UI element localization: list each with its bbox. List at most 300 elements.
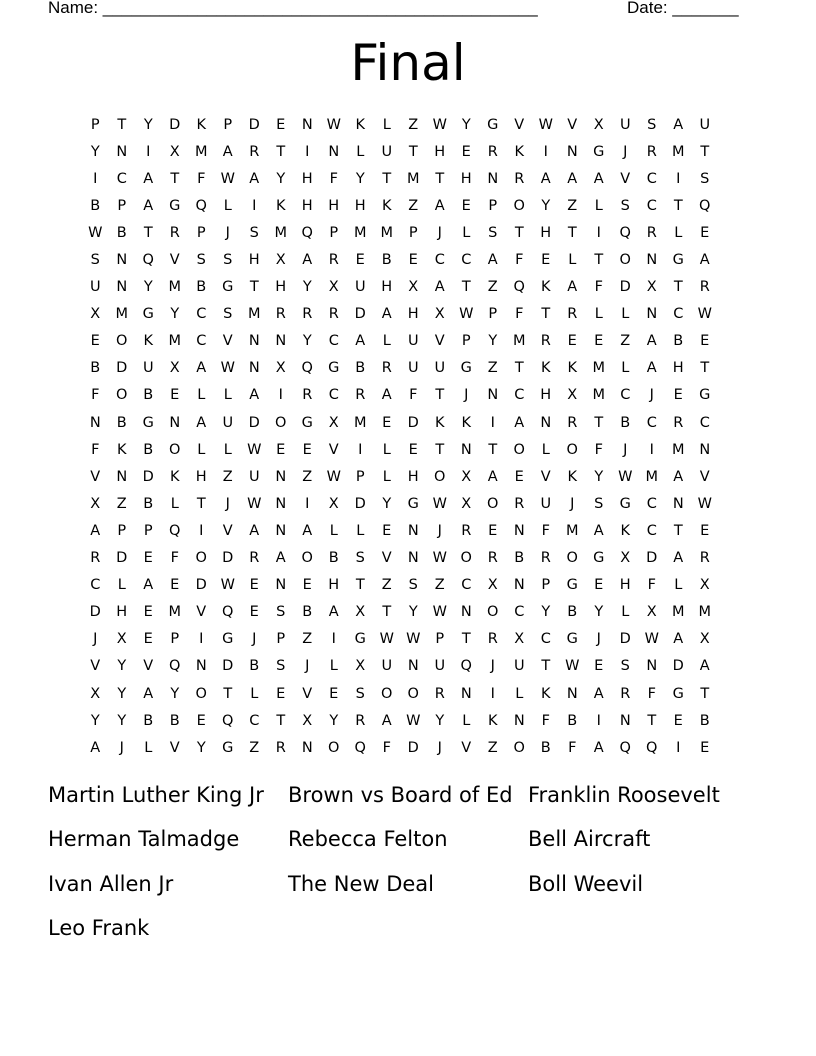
grid-letter: T (541, 306, 551, 323)
grid-letter: D (248, 414, 260, 431)
grid-letter: X (620, 550, 631, 567)
grid-letter: R (514, 170, 525, 187)
grid-letter: K (461, 414, 471, 431)
grid-letter: H (116, 604, 128, 621)
grid-letter: W (406, 631, 421, 648)
grid-letter: B (116, 414, 127, 431)
grid-letter: E (143, 604, 153, 621)
grid-letter: V (169, 739, 180, 756)
grid-letter: D (354, 306, 366, 323)
grid-letter: N (407, 658, 419, 675)
grid-letter: E (196, 712, 206, 729)
grid-letter: U (699, 116, 711, 133)
grid-letter: O (434, 468, 446, 485)
grid-letter: G (222, 279, 234, 296)
grid-letter: M (168, 279, 181, 296)
grid-letter: X (302, 712, 313, 729)
grid-letter: R (328, 306, 339, 323)
grid-letter: K (169, 468, 180, 485)
word-list-item: The New Deal (288, 871, 435, 896)
grid-letter: M (380, 224, 393, 241)
grid-letter: U (434, 360, 446, 377)
grid-letter: T (435, 441, 445, 458)
grid-letter: L (382, 333, 391, 350)
grid-letter: C (646, 170, 657, 187)
grid-letter: A (381, 387, 392, 404)
grid-letter: T (647, 712, 657, 729)
grid-letter: L (382, 441, 391, 458)
grid-letter: I (199, 522, 204, 539)
grid-letter: J (570, 495, 575, 512)
grid-letter: O (195, 685, 207, 702)
grid-letter: E (302, 441, 312, 458)
grid-letter: P (223, 116, 233, 133)
grid-letter: D (354, 495, 366, 512)
grid-letter: J (225, 224, 230, 241)
grid-letter: N (513, 522, 525, 539)
grid-letter: B (143, 712, 154, 729)
grid-letter: H (328, 577, 340, 594)
grid-letter: R (620, 685, 631, 702)
grid-letter: N (169, 414, 181, 431)
grid-letter: S (620, 658, 630, 675)
grid-letter: X (461, 495, 472, 512)
grid-letter: A (196, 360, 207, 377)
grid-letter: T (514, 224, 524, 241)
grid-letter: I (596, 224, 601, 241)
grid-letter: A (249, 387, 260, 404)
grid-letter: I (331, 631, 336, 648)
grid-letter: N (646, 306, 658, 323)
grid-letter: G (672, 685, 684, 702)
grid-letter: A (381, 306, 392, 323)
date-field: Date: _______ (627, 0, 739, 17)
grid-letter: J (437, 224, 442, 241)
grid-letter: B (169, 712, 180, 729)
grid-letter: S (276, 604, 286, 621)
grid-letter: G (487, 116, 499, 133)
grid-letter: V (461, 739, 472, 756)
grid-letter: I (596, 712, 601, 729)
grid-letter: L (515, 685, 524, 702)
grid-letter: R (487, 143, 498, 160)
grid-letter: W (247, 495, 262, 512)
grid-letter: C (461, 577, 472, 594)
grid-letter: B (116, 224, 127, 241)
grid-letter: A (673, 550, 684, 567)
grid-letter: S (223, 306, 233, 323)
grid-letter: Y (170, 685, 180, 702)
grid-letter: T (700, 143, 710, 160)
grid-letter: N (195, 658, 207, 675)
grid-letter: C (540, 631, 551, 648)
grid-letter: W (697, 306, 712, 323)
grid-letter: T (673, 279, 683, 296)
grid-letter: L (594, 197, 603, 214)
word-list-item: Franklin Roosevelt (528, 783, 720, 807)
grid-letter: N (248, 360, 260, 377)
grid-letter: B (381, 252, 392, 269)
grid-letter: L (462, 224, 471, 241)
grid-letter: U (142, 360, 154, 377)
grid-letter: H (248, 252, 260, 269)
grid-letter: X (355, 604, 366, 621)
grid-letter: E (170, 577, 180, 594)
grid-letter: N (646, 252, 658, 269)
grid-letter: Q (169, 658, 181, 675)
grid-letter: Y (117, 685, 127, 702)
grid-letter: R (514, 495, 525, 512)
grid-letter: K (275, 197, 286, 214)
grid-letter: A (381, 712, 392, 729)
grid-letter: E (567, 333, 577, 350)
grid-letter: K (540, 279, 551, 296)
grid-letter: Q (142, 252, 154, 269)
grid-letter: H (540, 224, 552, 241)
grid-letter: R (540, 333, 551, 350)
grid-letter: L (117, 577, 126, 594)
grid-letter: T (435, 170, 445, 187)
grid-letter: C (646, 414, 657, 431)
grid-letter: E (143, 631, 153, 648)
grid-letter: C (514, 604, 525, 621)
grid-letter: H (354, 197, 366, 214)
grid-letter: H (619, 577, 631, 594)
word-list-item: Bell Aircraft (528, 827, 651, 852)
grid-letter: A (673, 468, 684, 485)
letter-grid (82, 111, 718, 761)
grid-letter: Z (620, 333, 631, 350)
grid-letter: G (328, 360, 340, 377)
grid-letter: K (434, 414, 445, 431)
grid-letter: T (461, 631, 471, 648)
grid-letter: R (249, 550, 260, 567)
grid-letter: S (355, 550, 365, 567)
grid-letter: J (252, 631, 257, 648)
grid-letter: A (249, 170, 260, 187)
grid-letter: L (144, 739, 153, 756)
grid-letter: E (249, 604, 259, 621)
grid-letter: T (408, 143, 418, 160)
grid-letter: M (353, 414, 367, 431)
grid-letter: T (435, 387, 445, 404)
grid-letter: Y (594, 468, 604, 485)
grid-letter: T (223, 685, 233, 702)
grid-letter: W (432, 116, 447, 133)
grid-letter: T (382, 170, 392, 187)
grid-letter: I (676, 739, 681, 756)
grid-letter: A (249, 522, 260, 539)
grid-letter: M (565, 522, 579, 539)
grid-letter: B (249, 658, 260, 675)
grid-letter: I (649, 441, 654, 458)
grid-letter: T (594, 252, 604, 269)
grid-letter: R (381, 360, 392, 377)
grid-letter: C (90, 577, 101, 594)
grid-letter: E (355, 252, 365, 269)
grid-letter: I (490, 685, 495, 702)
grid-letter: N (487, 170, 499, 187)
grid-letter: D (407, 739, 419, 756)
grid-letter: Q (301, 360, 313, 377)
grid-letter: F (515, 252, 524, 269)
grid-letter: Z (381, 577, 392, 594)
grid-letter: W (406, 712, 421, 729)
grid-letter: B (567, 712, 578, 729)
grid-letter: V (434, 333, 445, 350)
grid-letter: V (302, 685, 313, 702)
grid-letter: Q (222, 712, 234, 729)
grid-letter: U (434, 658, 446, 675)
grid-letter: E (408, 441, 418, 458)
grid-letter: G (407, 495, 419, 512)
grid-letter: E (700, 739, 710, 756)
grid-letter: I (278, 387, 283, 404)
grid-letter: G (593, 550, 605, 567)
grid-letter: A (567, 279, 578, 296)
grid-letter: X (434, 306, 445, 323)
grid-letter: E (329, 685, 339, 702)
grid-letter: N (275, 333, 287, 350)
grid-letter: U (513, 658, 525, 675)
grid-letter: L (223, 441, 232, 458)
grid-letter: P (329, 224, 339, 241)
grid-letter: N (275, 522, 287, 539)
grid-letter: K (540, 685, 551, 702)
grid-letter: L (674, 577, 683, 594)
grid-letter: E (143, 550, 153, 567)
grid-letter: N (301, 739, 313, 756)
grid-letter: X (699, 631, 710, 648)
grid-letter: N (275, 468, 287, 485)
grid-letter: N (275, 495, 287, 512)
grid-letter: V (699, 468, 710, 485)
grid-letter: N (116, 252, 128, 269)
grid-letter: A (222, 143, 233, 160)
grid-letter: S (488, 224, 498, 241)
word-list-item: Rebecca Felton (288, 827, 448, 852)
grid-letter: V (222, 522, 233, 539)
grid-letter: Y (541, 604, 551, 621)
name-field: Name: ______________________________________________ (48, 0, 538, 17)
grid-letter: S (276, 658, 286, 675)
grid-letter: E (594, 333, 604, 350)
grid-letter: X (699, 577, 710, 594)
grid-letter: B (620, 414, 631, 431)
grid-letter: J (225, 495, 230, 512)
grid-letter: A (646, 360, 657, 377)
grid-letter: R (328, 252, 339, 269)
grid-letter: S (90, 252, 100, 269)
grid-letter: A (673, 116, 684, 133)
grid-letter: V (222, 333, 233, 350)
grid-letter: W (697, 495, 712, 512)
grid-letter: W (88, 224, 103, 241)
grid-letter: F (541, 712, 550, 729)
grid-letter: Y (276, 170, 286, 187)
grid-letter: N (699, 441, 711, 458)
grid-letter: T (567, 224, 577, 241)
word-list-item: Herman Talmadge (48, 827, 240, 852)
grid-letter: B (514, 550, 525, 567)
grid-letter: Q (460, 658, 472, 675)
grid-letter: Y (408, 604, 418, 621)
grid-letter: Y (355, 170, 365, 187)
grid-letter: L (329, 658, 338, 675)
grid-letter: F (329, 170, 338, 187)
grid-letter: F (197, 170, 206, 187)
grid-letter: U (619, 116, 631, 133)
grid-letter: V (540, 468, 551, 485)
grid-letter: E (488, 522, 498, 539)
grid-letter: H (301, 170, 313, 187)
grid-letter: E (594, 577, 604, 594)
grid-letter: O (301, 550, 313, 567)
grid-letter: A (673, 631, 684, 648)
grid-letter: N (566, 143, 578, 160)
grid-letter: F (515, 306, 524, 323)
grid-letter: K (381, 197, 392, 214)
grid-letter: M (406, 170, 420, 187)
grid-letter: I (146, 143, 151, 160)
grid-letter: A (302, 522, 313, 539)
grid-letter: W (644, 631, 659, 648)
grid-letter: P (143, 522, 153, 539)
grid-letter: F (382, 739, 391, 756)
grid-letter: G (566, 631, 578, 648)
grid-letter: V (381, 550, 392, 567)
grid-letter: N (566, 685, 578, 702)
grid-letter: W (618, 468, 633, 485)
grid-letter: M (274, 224, 287, 241)
grid-letter: I (543, 143, 548, 160)
grid-letter: N (619, 712, 631, 729)
grid-letter: A (328, 604, 339, 621)
grid-letter: A (90, 739, 101, 756)
grid-letter: H (195, 468, 207, 485)
grid-letter: R (302, 306, 313, 323)
grid-letter: F (541, 522, 550, 539)
grid-letter: R (567, 306, 578, 323)
grid-letter: C (328, 387, 339, 404)
grid-letter: G (142, 414, 154, 431)
grid-letter: O (513, 441, 525, 458)
grid-letter: F (594, 279, 603, 296)
grid-letter: Q (619, 224, 631, 241)
grid-letter: J (490, 658, 495, 675)
grid-letter: F (647, 685, 656, 702)
grid-letter: X (328, 414, 339, 431)
grid-letter: W (220, 577, 235, 594)
grid-letter: S (223, 252, 233, 269)
grid-letter: R (646, 224, 657, 241)
grid-letter: C (434, 252, 445, 269)
grid-letter: P (355, 468, 365, 485)
grid-letter: W (326, 116, 341, 133)
grid-letter: A (143, 685, 154, 702)
grid-letter: Y (461, 116, 471, 133)
grid-letter: Q (646, 739, 658, 756)
grid-letter: O (116, 387, 128, 404)
grid-letter: L (621, 604, 630, 621)
grid-letter: X (328, 279, 339, 296)
grid-letter: B (196, 279, 207, 296)
grid-letter: P (117, 522, 127, 539)
grid-letter: L (356, 143, 365, 160)
grid-letter: E (673, 712, 683, 729)
grid-letter: T (170, 170, 180, 187)
grid-letter: V (90, 658, 101, 675)
grid-letter: T (461, 279, 471, 296)
grid-letter: H (275, 279, 287, 296)
grid-letter: L (197, 441, 206, 458)
grid-letter: H (460, 170, 472, 187)
grid-letter: H (407, 468, 419, 485)
grid-letter: E (541, 252, 551, 269)
grid-letter: N (407, 522, 419, 539)
grid-letter: A (302, 252, 313, 269)
grid-letter: Y (329, 712, 339, 729)
grid-letter: M (353, 224, 367, 241)
grid-letter: E (673, 387, 683, 404)
grid-letter: O (381, 685, 393, 702)
grid-letter: R (302, 387, 313, 404)
grid-letter: T (700, 685, 710, 702)
grid-letter: G (222, 631, 234, 648)
grid-letter: G (142, 306, 154, 323)
grid-letter: Q (513, 279, 525, 296)
grid-letter: K (355, 116, 365, 133)
grid-letter: O (513, 739, 525, 756)
grid-letter: X (646, 279, 657, 296)
grid-letter: M (698, 604, 711, 621)
grid-letter: Y (143, 279, 153, 296)
grid-letter: V (143, 658, 154, 675)
grid-letter: Q (222, 604, 234, 621)
grid-letter: Z (222, 468, 233, 485)
grid-letter: P (488, 306, 498, 323)
grid-letter: R (169, 224, 180, 241)
grid-letter: T (541, 658, 551, 675)
grid-letter: J (623, 441, 628, 458)
grid-letter: P (90, 116, 100, 133)
word-list-item: Brown vs Board of Ed (288, 783, 513, 807)
grid-letter: M (247, 306, 261, 323)
grid-letter: L (223, 387, 232, 404)
grid-letter: J (596, 631, 601, 648)
grid-letter: W (247, 441, 262, 458)
grid-letter: N (116, 279, 128, 296)
grid-letter: O (407, 685, 419, 702)
grid-letter: A (90, 522, 101, 539)
grid-letter: R (487, 550, 498, 567)
grid-letter: P (117, 197, 127, 214)
grid-letter: X (487, 577, 498, 594)
grid-letter: A (434, 197, 445, 214)
grid-letter: U (407, 333, 419, 350)
grid-letter: A (699, 658, 710, 675)
grid-letter: W (432, 495, 447, 512)
grid-letter: G (169, 197, 181, 214)
grid-letter: A (593, 739, 604, 756)
grid-letter: F (409, 387, 418, 404)
grid-letter: D (619, 279, 631, 296)
grid-letter: F (647, 577, 656, 594)
grid-letter: K (620, 522, 630, 539)
grid-letter: C (646, 197, 657, 214)
grid-letter: W (220, 360, 235, 377)
grid-letter: I (252, 197, 257, 214)
